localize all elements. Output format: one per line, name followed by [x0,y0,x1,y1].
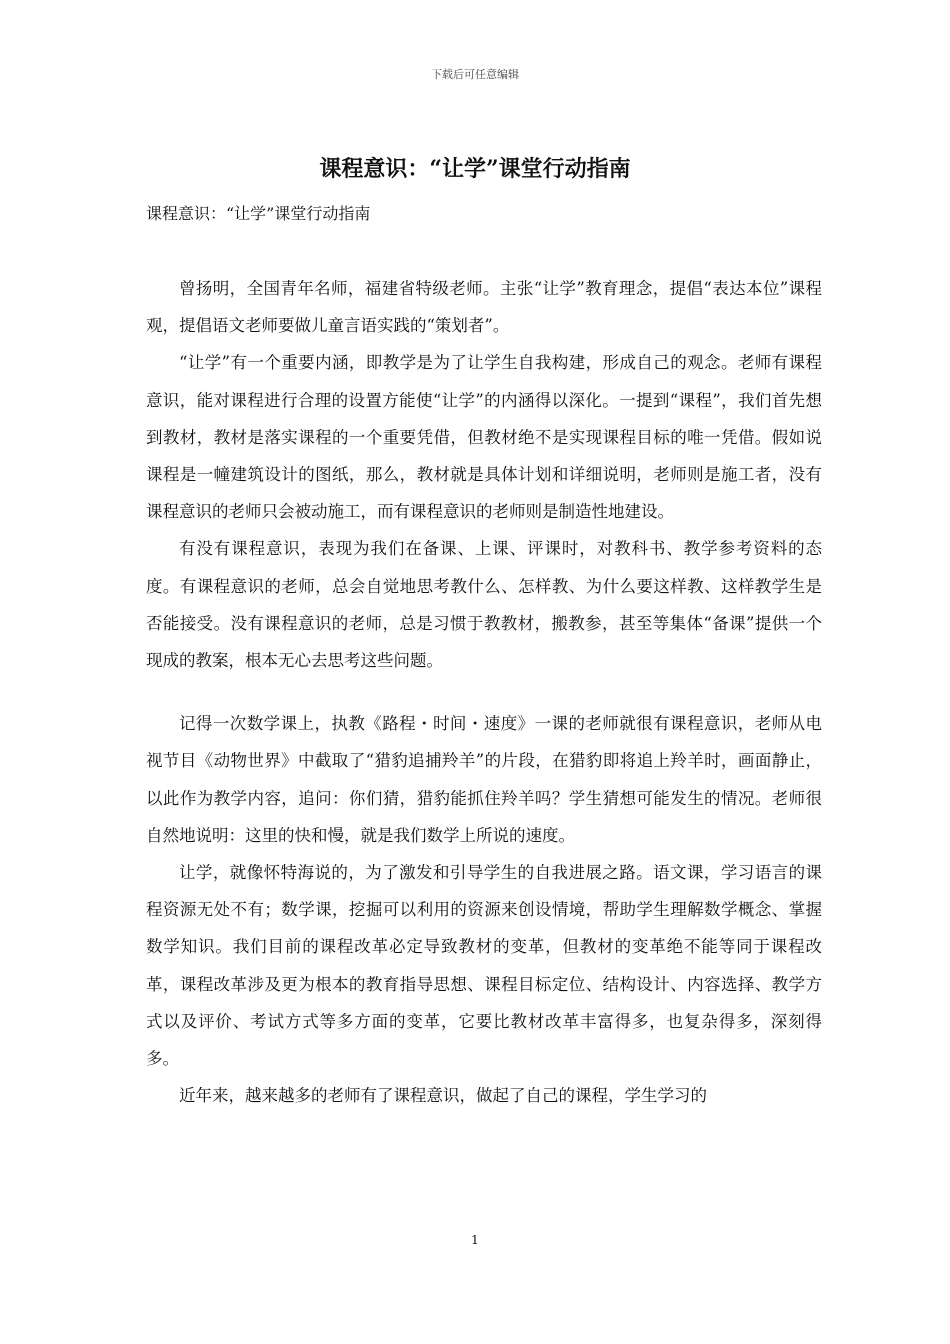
page-number: 1 [471,1233,479,1247]
paragraph-author-intro: 曾扬明，全国青年名师，福建省特级老师。主张“让学”教育理念，提倡“表达本位”课程观，提倡语文老师要做儿童言语实践的“策划者”。 [146,279,822,336]
paragraph-math-class-example: 记得一次数学课上，执教《路程・时间・速度》一课的老师就很有课程意识，老师从电视节目《动物世界》中截取了“猎豹追捕羚羊”的片段，在猎豹即将追上羚羊时，画面静止，以此作为教学内容，追问：你们猜，猎豹能抓住羚羊吗？学生猜想可能发生的情况。老师很自然地说明：这里的快和慢，就是我们数学上所说的速度。 [146,714,822,845]
paragraph-whitehead-quote: 让学，就像怀特海说的，为了激发和引导学生的自我进展之路。语文课，学习语言的课程资源无处不有；数学课，挖掘可以利用的资源来创设情境，帮助学生理解数学概念、掌握数学知识。我们目前的课程改革必定导致教材的变革，但教材的变革绝不能等同于课程改革，课程改革涉及更为根本的教育指导思想、课程目标定位、结构设计、内容选择、教学方式以及评价、考试方式等多方面的变革，它要比教材改革丰富得多，也复杂得多，深刻得多。 [146,863,822,1069]
document-subtitle: 课程意识：“让学”课堂行动指南 [146,204,371,223]
document-title: 课程意识：“让学”课堂行动指南 [319,156,631,182]
header-note: 下载后可任意编辑 [431,68,519,81]
document-body [146,270,822,1114]
paragraph-curriculum-meaning: “让学”有一个重要内涵，即教学是为了让学生自我构建，形成自己的观念。老师有课程意识，能对课程进行合理的设置方能使“让学”的内涵得以深化。一提到“课程”，我们首先想到教材，教材是落实课程的一个重要凭借，但教材绝不是实现课程目标的唯一凭借。假如说课程是一幢建筑设计的图纸，那么，教材就是具体计划和详细说明，老师则是施工者，没有课程意识的老师只会被动施工，而有课程意识的老师则是制造性地建设。 [146,353,822,522]
paragraph-recent-years: 近年来，越来越多的老师有了课程意识，做起了自己的课程，学生学习的 [179,1086,707,1106]
paragraph-curriculum-awareness: 有没有课程意识，表现为我们在备课、上课、评课时，对教科书、教学参考资料的态度。有课程意识的老师，总会自觉地思考教什么、怎样教、为什么要这样教、这样教学生是否能接受。没有课程意识的老师，总是习惯于教教材，搬教参，甚至等集体“备课”提供一个现成的教案，根本无心去思考这些问题。 [146,539,822,671]
